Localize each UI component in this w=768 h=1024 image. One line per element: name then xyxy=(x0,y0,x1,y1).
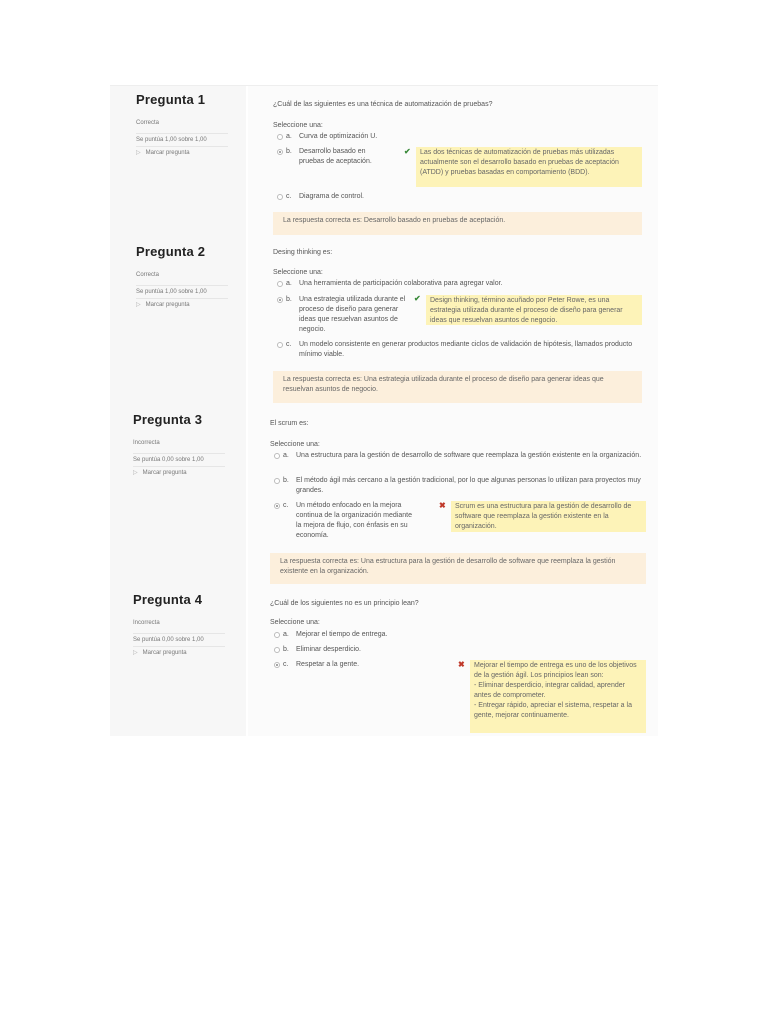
option-text: Curva de optimización U. xyxy=(299,133,378,140)
flag-icon: ▷ xyxy=(133,470,138,476)
option-letter: b. xyxy=(283,477,289,484)
option-letter: c. xyxy=(286,341,292,348)
question-info xyxy=(110,586,246,736)
option-radio[interactable] xyxy=(277,281,283,287)
question-info xyxy=(110,238,246,406)
question-title: Pregunta 4 xyxy=(133,592,203,607)
correct-answer-box: La respuesta correcta es: Desarrollo basado en pruebas de aceptación. xyxy=(273,212,642,235)
option-a[interactable] xyxy=(274,451,646,473)
option-text: Mejorar el tiempo de entrega. xyxy=(296,631,388,638)
option-c[interactable] xyxy=(277,192,427,203)
check-icon: ✔ xyxy=(414,294,421,303)
correct-answer-box: La respuesta correcta es: Una estrategia utilizada durante el proceso de diseño para generar ideas que resuelvan asuntos de negocio. xyxy=(273,371,642,403)
option-radio[interactable] xyxy=(274,453,280,459)
question-grade: Se puntúa 1,00 sobre 1,00 xyxy=(136,285,228,299)
feedback-item: - Entregar rápido, apreciar el sistema, respetar a la gente, mejorar continuamente. xyxy=(474,702,632,719)
question-title: Pregunta 3 xyxy=(133,412,203,427)
option-radio[interactable] xyxy=(274,478,280,484)
flag-icon: ▷ xyxy=(133,650,138,656)
flag-question-link[interactable] xyxy=(133,649,187,656)
option-text: Desarrollo basado en pruebas de aceptación. xyxy=(299,148,372,165)
select-prompt: Seleccione una: xyxy=(270,619,320,626)
option-radio[interactable] xyxy=(274,647,280,653)
feedback-box: Las dos técnicas de automatización de pruebas más utilizadas actualmente son el desarrollo basado en pruebas de aceptación (ATDD) y pruebas basadas en comportamiento (BDD). xyxy=(416,147,642,187)
question-content xyxy=(248,406,658,586)
flag-question-link[interactable] xyxy=(133,469,187,476)
option-radio[interactable] xyxy=(277,342,283,348)
question-text: ¿Cuál de las siguientes es una técnica de automatización de pruebas? xyxy=(273,101,493,108)
cross-icon: ✖ xyxy=(458,660,465,669)
option-radio-selected[interactable] xyxy=(274,662,280,668)
option-text: Eliminar desperdicio. xyxy=(296,646,361,653)
question-info xyxy=(110,86,246,238)
option-text: Respetar a la gente. xyxy=(296,661,360,668)
option-radio-selected[interactable] xyxy=(274,503,280,509)
question-state: Incorrecta xyxy=(133,440,160,446)
question-grade: Se puntúa 1,00 sobre 1,00 xyxy=(136,133,228,147)
check-icon: ✔ xyxy=(404,147,411,156)
option-c[interactable] xyxy=(277,340,637,362)
feedback-item: - Eliminar desperdicio, integrar calidad, aprender antes de comprometer. xyxy=(474,682,625,699)
option-radio[interactable] xyxy=(277,194,283,200)
option-letter: a. xyxy=(283,452,289,459)
option-b[interactable] xyxy=(274,645,454,656)
option-a[interactable] xyxy=(274,630,454,641)
flag-question-link[interactable] xyxy=(136,301,190,308)
option-c[interactable] xyxy=(274,660,454,671)
question-info xyxy=(110,406,246,586)
select-prompt: Seleccione una: xyxy=(270,441,320,448)
flag-label: Marcar pregunta xyxy=(145,302,190,308)
question-grade: Se puntúa 0,00 sobre 1,00 xyxy=(133,633,225,647)
option-text: Un método enfocado en la mejora continua de la organización mediante la mejora de flujo, con énfasis en su economía. xyxy=(296,502,412,539)
question-1 xyxy=(110,86,658,238)
option-radio[interactable] xyxy=(274,632,280,638)
select-prompt: Seleccione una: xyxy=(273,122,323,129)
question-text: El scrum es: xyxy=(270,420,309,427)
select-prompt: Seleccione una: xyxy=(273,269,323,276)
option-text: Una estructura para la gestión de desarrollo de software que reemplaza la gestión existente en la organización. xyxy=(296,452,642,459)
option-text: Una estrategia utilizada durante el proceso de diseño para generar ideas que resuelvan asuntos de negocio. xyxy=(299,296,406,333)
feedback-box: Scrum es una estructura para la gestión de desarrollo de software que reemplaza la gestión existente en la organización. xyxy=(451,501,646,532)
option-b[interactable] xyxy=(277,295,412,335)
option-letter: c. xyxy=(286,193,292,200)
option-text: El método ágil más cercano a la gestión tradicional, por lo que algunas personas lo utilizan para proyectos muy grandes. xyxy=(296,477,641,494)
correct-answer-box: La respuesta correcta es: Una estructura para la gestión de desarrollo de software que reemplaza la gestión existente en la organización. xyxy=(270,553,646,584)
question-text: ¿Cuál de los siguientes no es un principio lean? xyxy=(270,600,419,607)
question-content xyxy=(248,86,658,238)
option-letter: b. xyxy=(283,646,289,653)
question-grade: Se puntúa 0,00 sobre 1,00 xyxy=(133,453,225,467)
option-b[interactable] xyxy=(274,476,646,498)
question-text: Desing thinking es: xyxy=(273,249,333,256)
question-title: Pregunta 2 xyxy=(136,244,206,259)
flag-label: Marcar pregunta xyxy=(145,150,190,156)
option-letter: a. xyxy=(286,280,292,287)
question-content xyxy=(248,238,658,406)
feedback-text: Mejorar el tiempo de entrega es uno de los objetivos de la gestión ágil. Los principios lean son: xyxy=(474,662,637,679)
feedback-box: Design thinking, término acuñado por Peter Rowe, es una estrategia utilizada durante el proceso de diseño para generar ideas que resuelvan asuntos de negocio. xyxy=(426,295,642,325)
question-2 xyxy=(110,238,658,406)
option-radio-selected[interactable] xyxy=(277,149,283,155)
question-state: Incorrecta xyxy=(133,620,160,626)
option-c[interactable] xyxy=(274,501,414,543)
option-radio[interactable] xyxy=(277,134,283,140)
feedback-box xyxy=(470,660,646,733)
option-letter: a. xyxy=(286,133,292,140)
question-state: Correcta xyxy=(136,120,160,126)
option-letter: b. xyxy=(286,296,292,303)
flag-label: Marcar pregunta xyxy=(142,650,187,656)
question-state: Correcta xyxy=(136,272,160,278)
flag-icon: ▷ xyxy=(136,302,141,308)
option-text: Un modelo consistente en generar productos mediante ciclos de validación de hipótesis, llamados producto mínimo viable. xyxy=(299,341,633,358)
option-a[interactable] xyxy=(277,279,577,290)
option-radio-selected[interactable] xyxy=(277,297,283,303)
flag-label: Marcar pregunta xyxy=(142,470,187,476)
option-text: Diagrama de control. xyxy=(299,193,364,200)
option-a[interactable] xyxy=(277,132,427,143)
cross-icon: ✖ xyxy=(439,501,446,510)
question-3 xyxy=(110,406,658,586)
question-title: Pregunta 1 xyxy=(136,92,206,107)
option-b[interactable] xyxy=(277,147,397,169)
option-text: Una herramienta de participación colaborativa para agregar valor. xyxy=(299,280,503,287)
flag-question-link[interactable] xyxy=(136,149,190,156)
question-4 xyxy=(110,586,658,736)
flag-icon: ▷ xyxy=(136,150,141,156)
option-letter: a. xyxy=(283,631,289,638)
question-content xyxy=(248,586,658,736)
option-letter: b. xyxy=(286,148,292,155)
option-letter: c. xyxy=(283,661,289,668)
option-letter: c. xyxy=(283,502,289,509)
